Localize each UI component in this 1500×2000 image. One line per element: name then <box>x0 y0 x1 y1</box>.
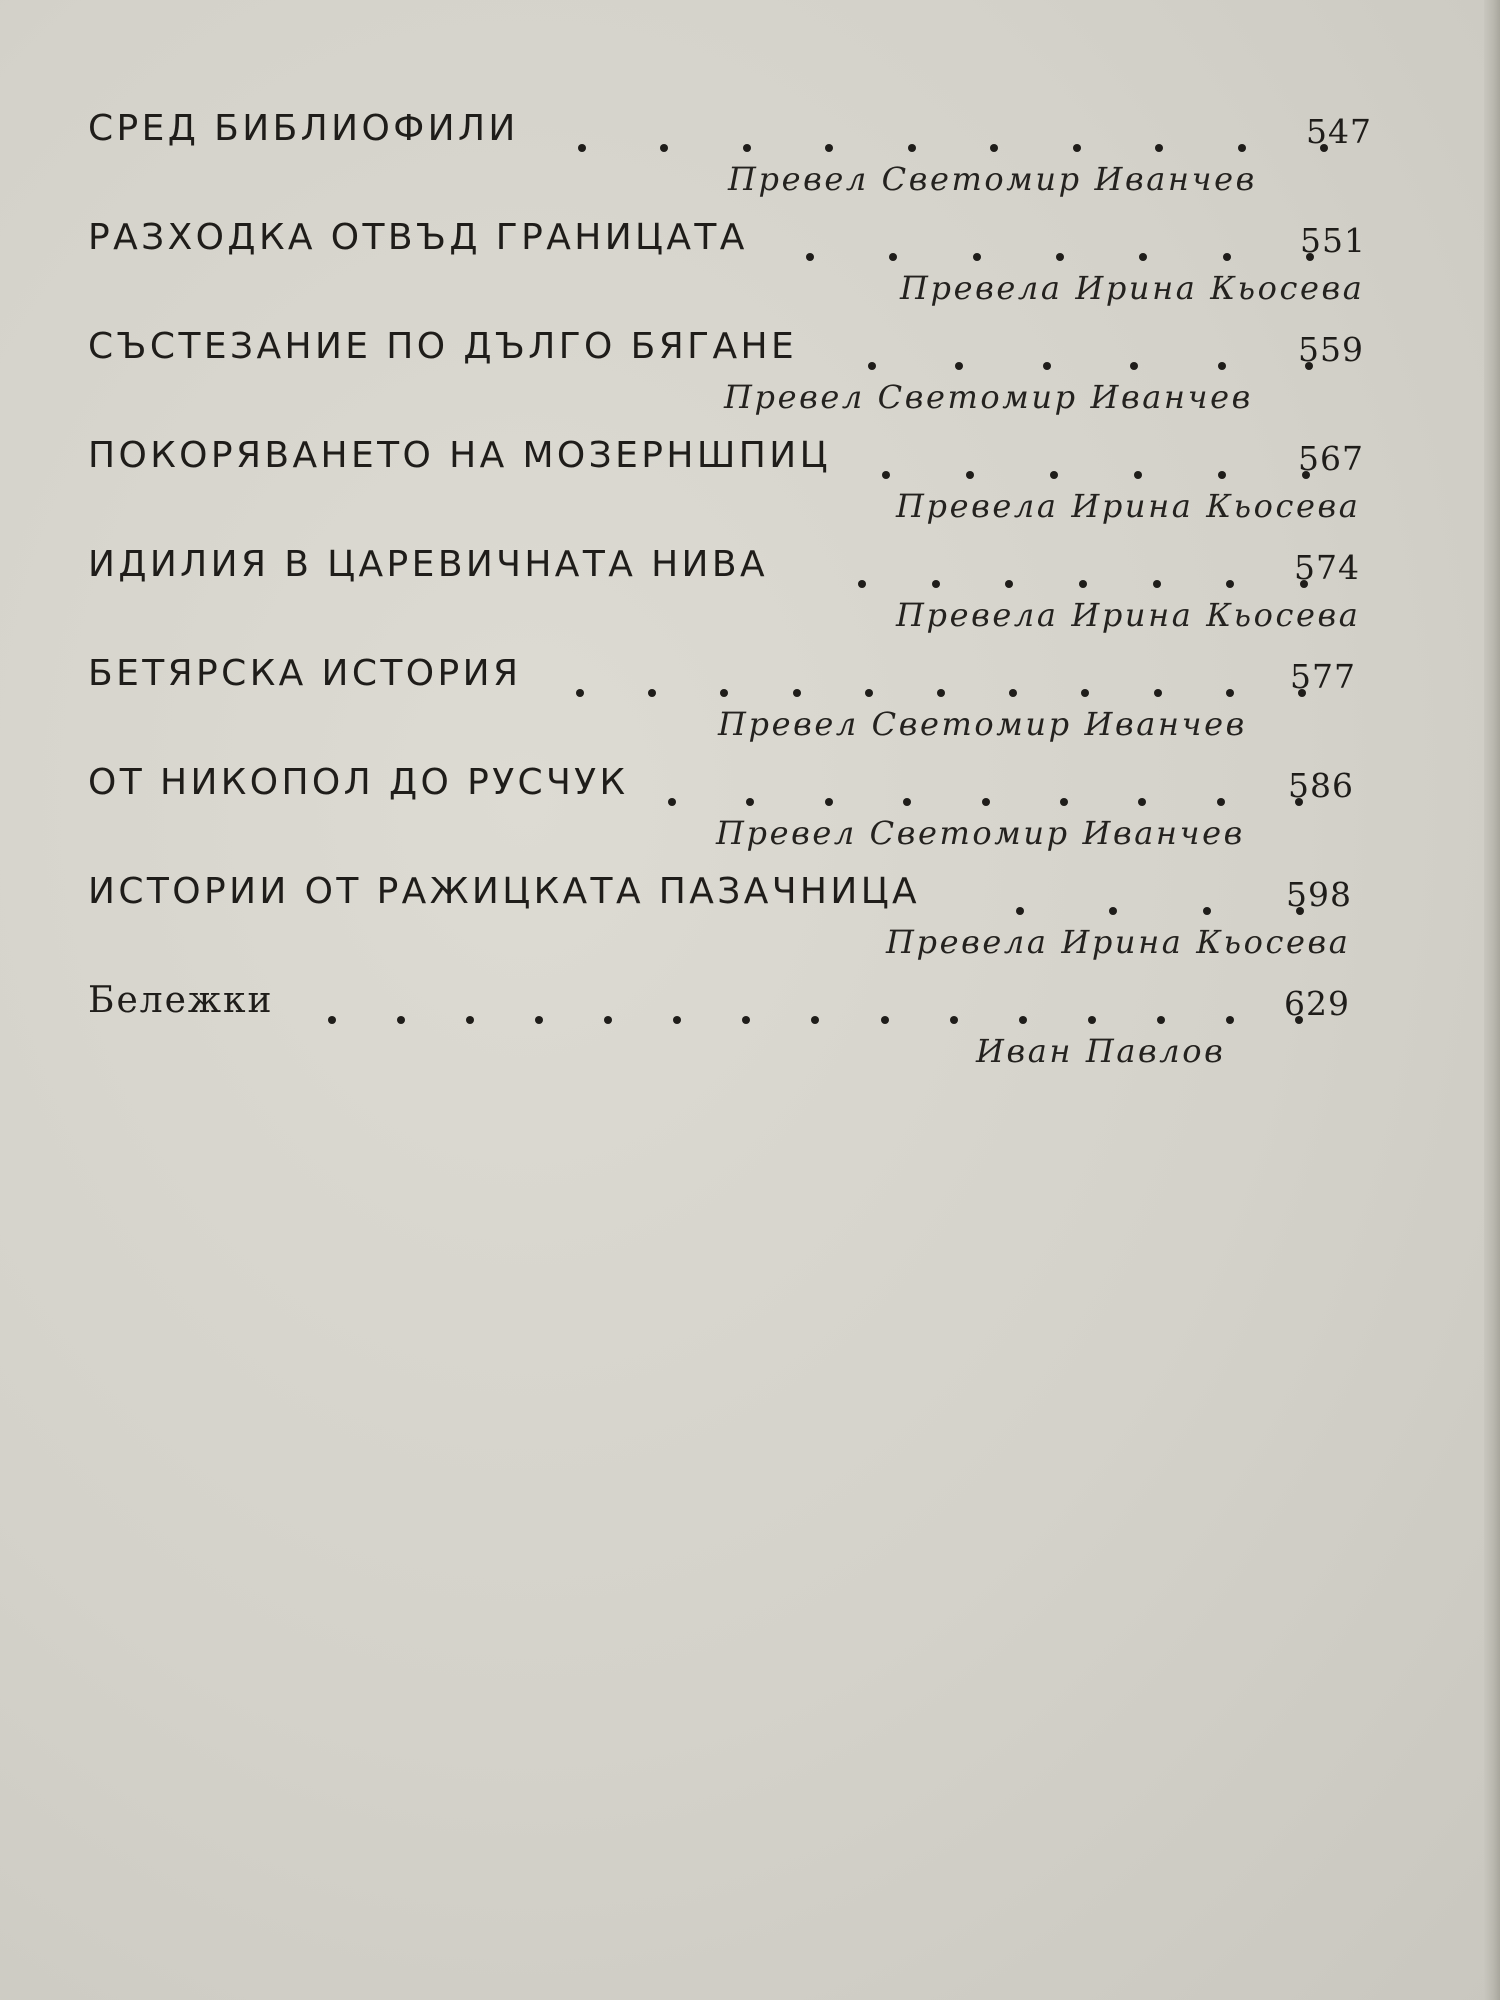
toc-entry <box>88 980 1368 1089</box>
leader-dot <box>858 580 866 588</box>
translator-credit: Превела Ирина Кьосева <box>896 596 1361 634</box>
page-edge <box>1484 0 1500 2000</box>
toc-entry <box>88 108 1372 217</box>
leader-dot <box>908 144 916 152</box>
dot-leader <box>868 326 1313 374</box>
leader-dot <box>742 1016 750 1024</box>
entry-title: РАЗХОДКА ОТВЪД ГРАНИЦАТА <box>88 217 748 258</box>
toc-entry <box>88 435 1368 544</box>
leader-dot <box>1203 907 1211 915</box>
leader-dot <box>1130 362 1138 370</box>
dot-leader <box>1016 871 1304 919</box>
leader-dot <box>1060 798 1068 806</box>
leader-dot <box>882 471 890 479</box>
dot-leader <box>578 108 1328 156</box>
leader-dot <box>576 689 584 697</box>
leader-dot <box>604 1016 612 1024</box>
toc-entry <box>88 871 1368 980</box>
translator-credit: Превел Светомир Иванчев <box>724 378 1253 416</box>
leader-dot <box>793 689 801 697</box>
leader-dot <box>1139 253 1147 261</box>
page-number: 577 <box>1290 657 1356 696</box>
leader-dot <box>1223 253 1231 261</box>
page-number: 551 <box>1300 221 1366 260</box>
leader-dot <box>1016 907 1024 915</box>
translator-credit: Превела Ирина Кьосева <box>886 923 1351 961</box>
leader-dot <box>1005 580 1013 588</box>
leader-dot <box>1138 798 1146 806</box>
page-number: 574 <box>1294 548 1360 587</box>
leader-dot <box>1050 471 1058 479</box>
entry-title: СЪСТЕЗАНИЕ ПО ДЪЛГО БЯГАНЕ <box>88 326 798 367</box>
entry-title: БЕТЯРСКА ИСТОРИЯ <box>88 653 522 694</box>
toc-entry <box>88 544 1368 653</box>
leader-dot <box>1217 798 1225 806</box>
leader-dot <box>865 689 873 697</box>
leader-dot <box>720 689 728 697</box>
page-number: 567 <box>1298 439 1364 478</box>
leader-dot <box>1081 689 1089 697</box>
page-number: 559 <box>1298 330 1364 369</box>
leader-dot <box>806 253 814 261</box>
leader-dot <box>982 798 990 806</box>
leader-dot <box>535 1016 543 1024</box>
leader-dot <box>578 144 586 152</box>
leader-dot <box>955 362 963 370</box>
leader-dot <box>1009 689 1017 697</box>
table-of-contents <box>88 108 1372 1089</box>
leader-dot <box>1226 689 1234 697</box>
leader-dot <box>1019 1016 1027 1024</box>
leader-dot <box>903 798 911 806</box>
leader-dot <box>1218 471 1226 479</box>
dot-leader <box>576 653 1306 701</box>
leader-dot <box>660 144 668 152</box>
leader-dot <box>746 798 754 806</box>
leader-dot <box>1153 580 1161 588</box>
entry-title: СРЕД БИБЛИОФИЛИ <box>88 108 519 149</box>
toc-entry <box>88 653 1368 762</box>
leader-dot <box>1056 253 1064 261</box>
page-number: 629 <box>1284 984 1350 1023</box>
page-number: 586 <box>1288 766 1354 805</box>
leader-dot <box>743 144 751 152</box>
toc-entry <box>88 762 1368 871</box>
translator-credit: Превел Светомир Иванчев <box>716 814 1245 852</box>
leader-dot <box>889 253 897 261</box>
leader-dot <box>1226 580 1234 588</box>
leader-dot <box>990 144 998 152</box>
entry-title: Бележки <box>88 980 274 1021</box>
leader-dot <box>1157 1016 1165 1024</box>
leader-dot <box>648 689 656 697</box>
leader-dot <box>1109 907 1117 915</box>
leader-dot <box>1073 144 1081 152</box>
leader-dot <box>950 1016 958 1024</box>
entry-title: ПОКОРЯВАНЕТО НА МОЗЕРНШПИЦ <box>88 435 831 476</box>
leader-dot <box>973 253 981 261</box>
page-number: 547 <box>1306 112 1372 151</box>
dot-leader <box>882 435 1310 483</box>
dot-leader <box>806 217 1314 265</box>
leader-dot <box>825 144 833 152</box>
leader-dot <box>1088 1016 1096 1024</box>
dot-leader <box>328 980 1303 1028</box>
leader-dot <box>328 1016 336 1024</box>
leader-dot <box>1218 362 1226 370</box>
leader-dot <box>1043 362 1051 370</box>
leader-dot <box>1079 580 1087 588</box>
leader-dot <box>881 1016 889 1024</box>
translator-credit: Превел Светомир Иванчев <box>718 705 1247 743</box>
leader-dot <box>932 580 940 588</box>
entry-title: ИСТОРИИ ОТ РАЖИЦКАТА ПАЗАЧНИЦА <box>88 871 921 912</box>
leader-dot <box>868 362 876 370</box>
dot-leader <box>858 544 1308 592</box>
leader-dot <box>1226 1016 1234 1024</box>
leader-dot <box>1134 471 1142 479</box>
translator-credit: Превела Ирина Кьосева <box>900 269 1365 307</box>
translator-credit: Иван Павлов <box>976 1032 1226 1070</box>
leader-dot <box>1238 144 1246 152</box>
translator-credit: Превела Ирина Кьосева <box>896 487 1361 525</box>
leader-dot <box>397 1016 405 1024</box>
leader-dot <box>673 1016 681 1024</box>
toc-entry <box>88 217 1368 326</box>
leader-dot <box>937 689 945 697</box>
page-number: 598 <box>1286 875 1352 914</box>
leader-dot <box>466 1016 474 1024</box>
leader-dot <box>966 471 974 479</box>
leader-dot <box>825 798 833 806</box>
leader-dot <box>811 1016 819 1024</box>
translator-credit: Превел Светомир Иванчев <box>728 160 1257 198</box>
entry-title: ИДИЛИЯ В ЦАРЕВИЧНАТА НИВА <box>88 544 769 585</box>
leader-dot <box>1154 689 1162 697</box>
leader-dot <box>668 798 676 806</box>
dot-leader <box>668 762 1303 810</box>
toc-entry <box>88 326 1368 435</box>
leader-dot <box>1155 144 1163 152</box>
entry-title: ОТ НИКОПОЛ ДО РУСЧУК <box>88 762 629 803</box>
